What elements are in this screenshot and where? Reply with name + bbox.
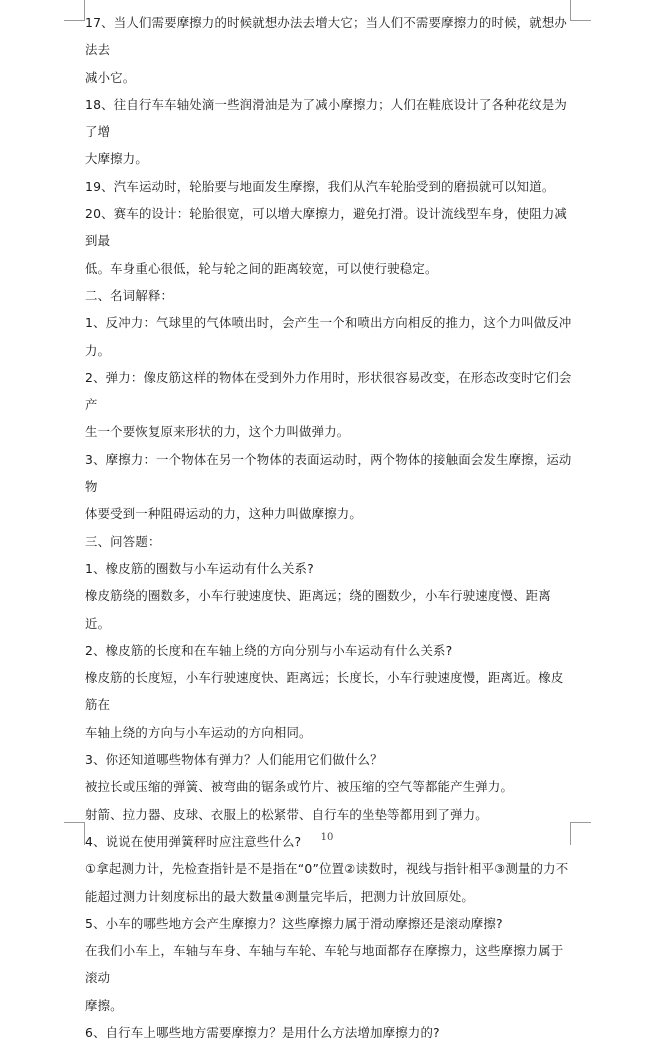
answer-line: ①拿起测力计，先检查指针是不是指在“0”位置②读数时，视线与指针相平③测量的力不 xyxy=(85,861,569,877)
text-line: 2、弹力：像皮筋这样的物体在受到外力作用时，形状很容易改变，在形态改变时它们会产 xyxy=(85,369,572,413)
crop-mark-top-right xyxy=(570,0,591,21)
text-line: 生一个要恢复原来形状的力，这个力叫做弹力。 xyxy=(85,424,350,440)
answer-line: 能超过测力计刻度标出的最大数量④测量完毕后，把测力计放回原处。 xyxy=(85,888,475,904)
text-line: 17、当人们需要摩擦力的时候就想办法去增大它；当人们不需要摩擦力的时候，就想办法去 xyxy=(85,15,568,58)
text-line: 减小它。 xyxy=(85,69,136,85)
question-line: 4、说说在使用弹簧秤时应注意些什么? xyxy=(85,833,302,849)
section-heading: 二、名词解释： xyxy=(85,287,174,303)
question-line: 5、小车的哪些地方会产生摩擦力？这些摩擦力属于滑动摩擦还是滚动摩擦? xyxy=(85,915,503,931)
text-line: 20、赛车的设计：轮胎很宽，可以增大摩擦力，避免打滑。设计流线型车身，使阻力减到最 xyxy=(85,206,568,249)
answer-line: 射箭、拉力器、皮球、衣服上的松紧带、自行车的坐垫等都用到了弹力。 xyxy=(85,806,488,822)
text-line: 体要受到一种阻碍运动的力，这种力叫做摩擦力。 xyxy=(85,506,362,522)
question-line: 6、自行车上哪些地方需要摩擦力？是用什么方法增加摩擦力的? xyxy=(85,1024,440,1040)
question-line: 1、橡皮筋的圈数与小车运动有什么关系? xyxy=(85,560,314,576)
answer-line: 摩擦。 xyxy=(85,997,123,1013)
text-line: 19、汽车运动时，轮胎要与地面发生摩擦，我们从汽车轮胎受到的磨损就可以知道。 xyxy=(85,178,555,194)
text-line: 低。车身重心很低，轮与轮之间的距离较宽，可以使行驶稳定。 xyxy=(85,260,438,276)
text-line: 18、往自行车车轴处滴一些润滑油是为了减小摩擦力；人们在鞋底设计了各种花纹是为了增 xyxy=(85,96,568,140)
section-heading: 三、问答题： xyxy=(85,533,161,549)
page-number: 10 xyxy=(320,832,334,843)
answer-line: 橡皮筋的长度短，小车行驶速度快、距离远；长度长，小车行驶速度慢，距离近。橡皮筋在 xyxy=(85,670,564,713)
answer-line: 橡皮筋绕的圈数多，小车行驶速度快、距离远；绕的圈数少，小车行驶速度慢、距离近。 xyxy=(85,588,551,631)
answer-line: 在我们小车上，车轴与车身、车轴与车轮、车轮与地面都存在摩擦力，这些摩擦力属于滚动 xyxy=(85,943,564,986)
text-line: 1、反冲力：气球里的气体喷出时，会产生一个和喷出方向相反的推力，这个力叫做反冲力。 xyxy=(85,315,572,358)
text-line: 3、摩擦力：一个物体在另一个物体的表面运动时，两个物体的接触面会发生摩擦，运动物 xyxy=(85,451,572,495)
question-line: 3、你还知道哪些物体有弹力？人们能用它们做什么？ xyxy=(85,752,383,768)
answer-line: 被拉长或压缩的弹簧、被弯曲的锯条或竹片、被压缩的空气等都能产生弹力。 xyxy=(85,779,514,795)
question-line: 2、橡皮筋的长度和在车轴上绕的方向分别与小车运动有什么关系? xyxy=(85,642,453,658)
crop-mark-top-left xyxy=(64,0,85,21)
answer-line: 车轴上绕的方向与小车运动的方向相同。 xyxy=(85,724,312,740)
document-body xyxy=(85,9,573,1046)
text-line: 大摩擦力。 xyxy=(85,151,148,167)
